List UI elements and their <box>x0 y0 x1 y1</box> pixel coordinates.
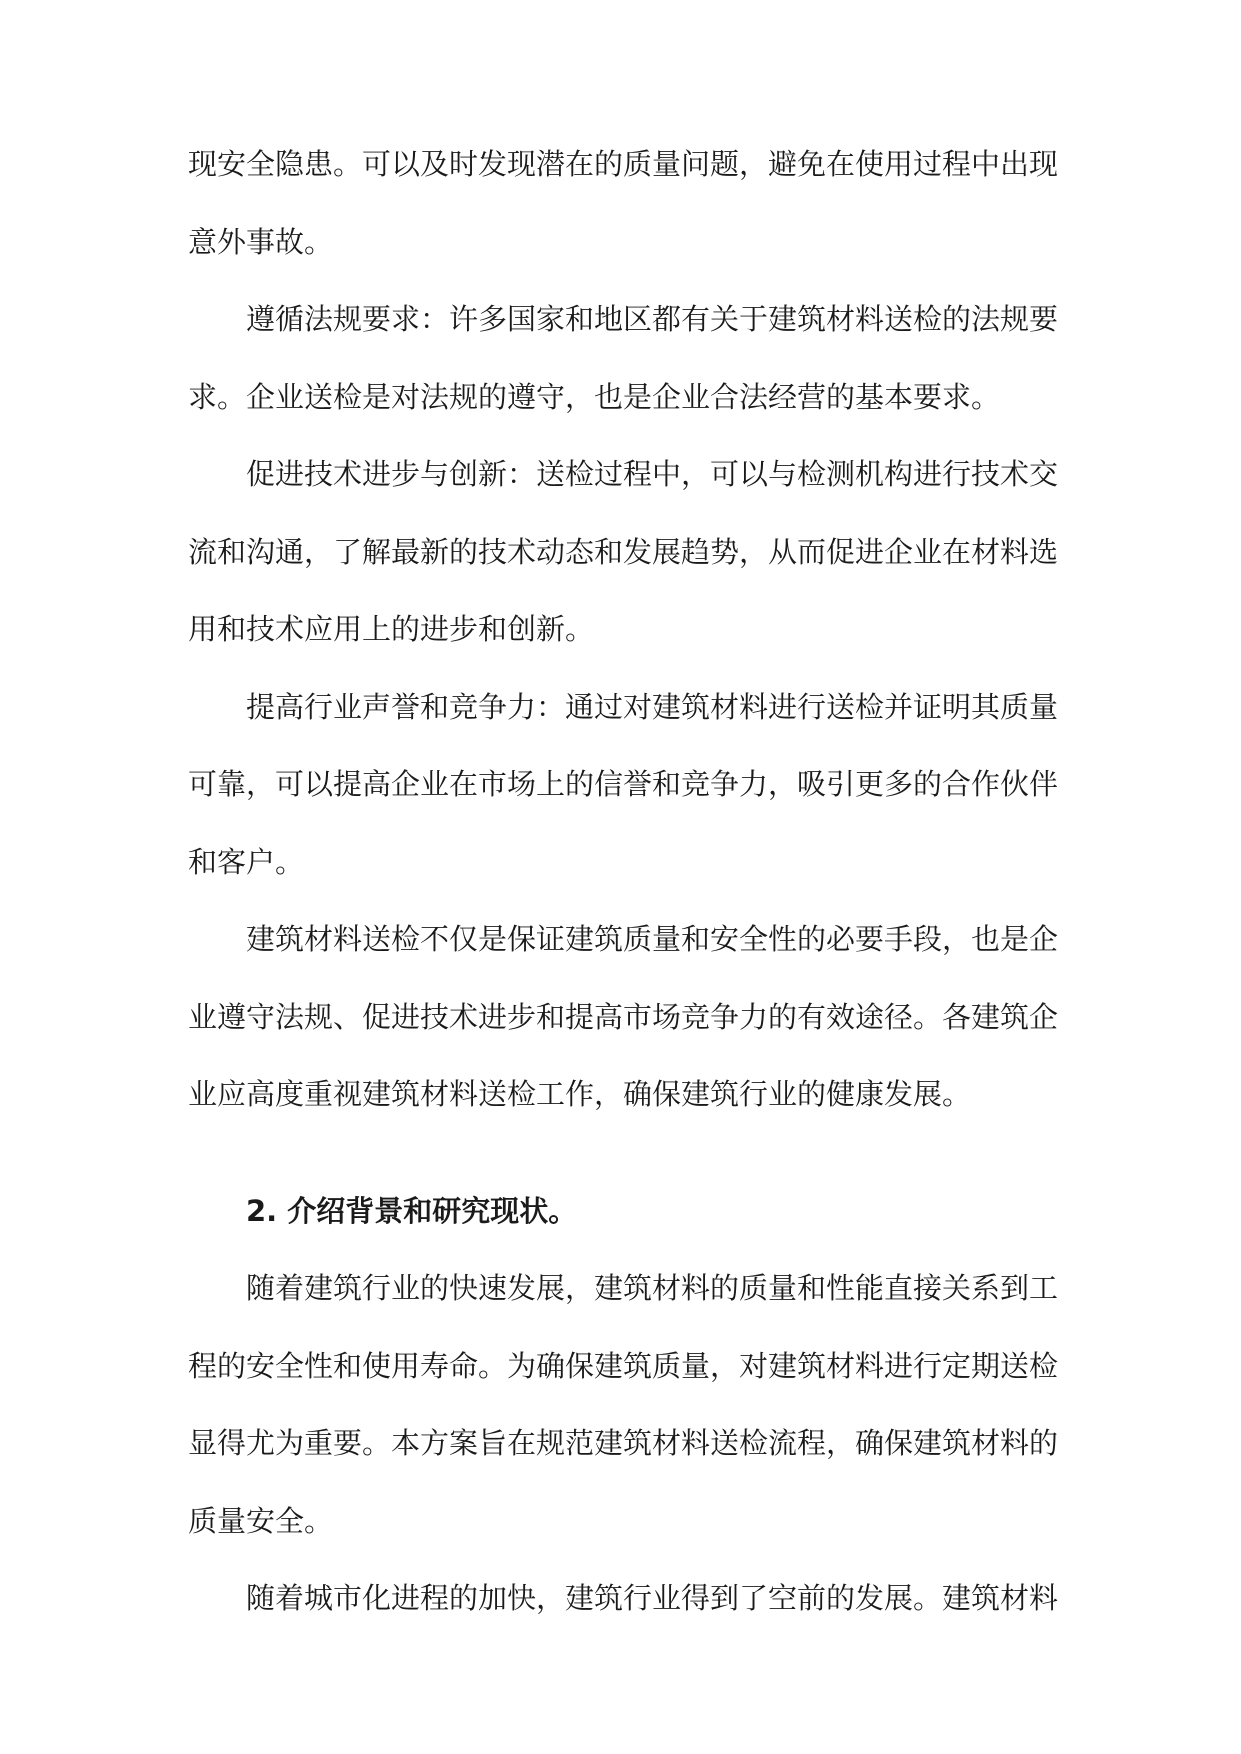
paragraph-urbanization: 随着城市化进程的加快，建筑行业得到了空前的发展。建筑材料 <box>246 1581 1059 1615</box>
section-heading: 2. 介绍背景和研究现状。 <box>246 1193 578 1228</box>
document-body <box>188 126 1058 1638</box>
paragraph-tech-innovation: 促进技术进步与创新：送检过程中，可以与检测机构进行技术交流和沟通，了解最新的技术动态和发展趋势，从而促进企业在材料选用和技术应用上的进步和创新。 <box>188 457 1059 646</box>
paragraph-continued: 现安全隐患。可以及时发现潜在的质量问题，避免在使用过程中出现意外事故。 <box>188 147 1059 259</box>
paragraph-summary: 建筑材料送检不仅是保证建筑质量和安全性的必要手段，也是企业遵守法规、促进技术进步和提高市场竞争力的有效途径。各建筑企业应高度重视建筑材料送检工作，确保建筑行业的健康发展。 <box>188 922 1059 1111</box>
paragraph-regulation-compliance: 遵循法规要求：许多国家和地区都有关于建筑材料送检的法规要求。企业送检是对法规的遵守，也是企业合法经营的基本要求。 <box>188 302 1059 414</box>
paragraph-background: 随着建筑行业的快速发展，建筑材料的质量和性能直接关系到工程的安全性和使用寿命。为确保建筑质量，对建筑材料进行定期送检显得尤为重要。本方案旨在规范建筑材料送检流程，确保建筑材料的质量安全。 <box>188 1271 1059 1538</box>
paragraph-reputation-competitiveness: 提高行业声誉和竞争力：通过对建筑材料进行送检并证明其质量可靠，可以提高企业在市场上的信誉和竞争力，吸引更多的合作伙伴和客户。 <box>188 689 1059 879</box>
